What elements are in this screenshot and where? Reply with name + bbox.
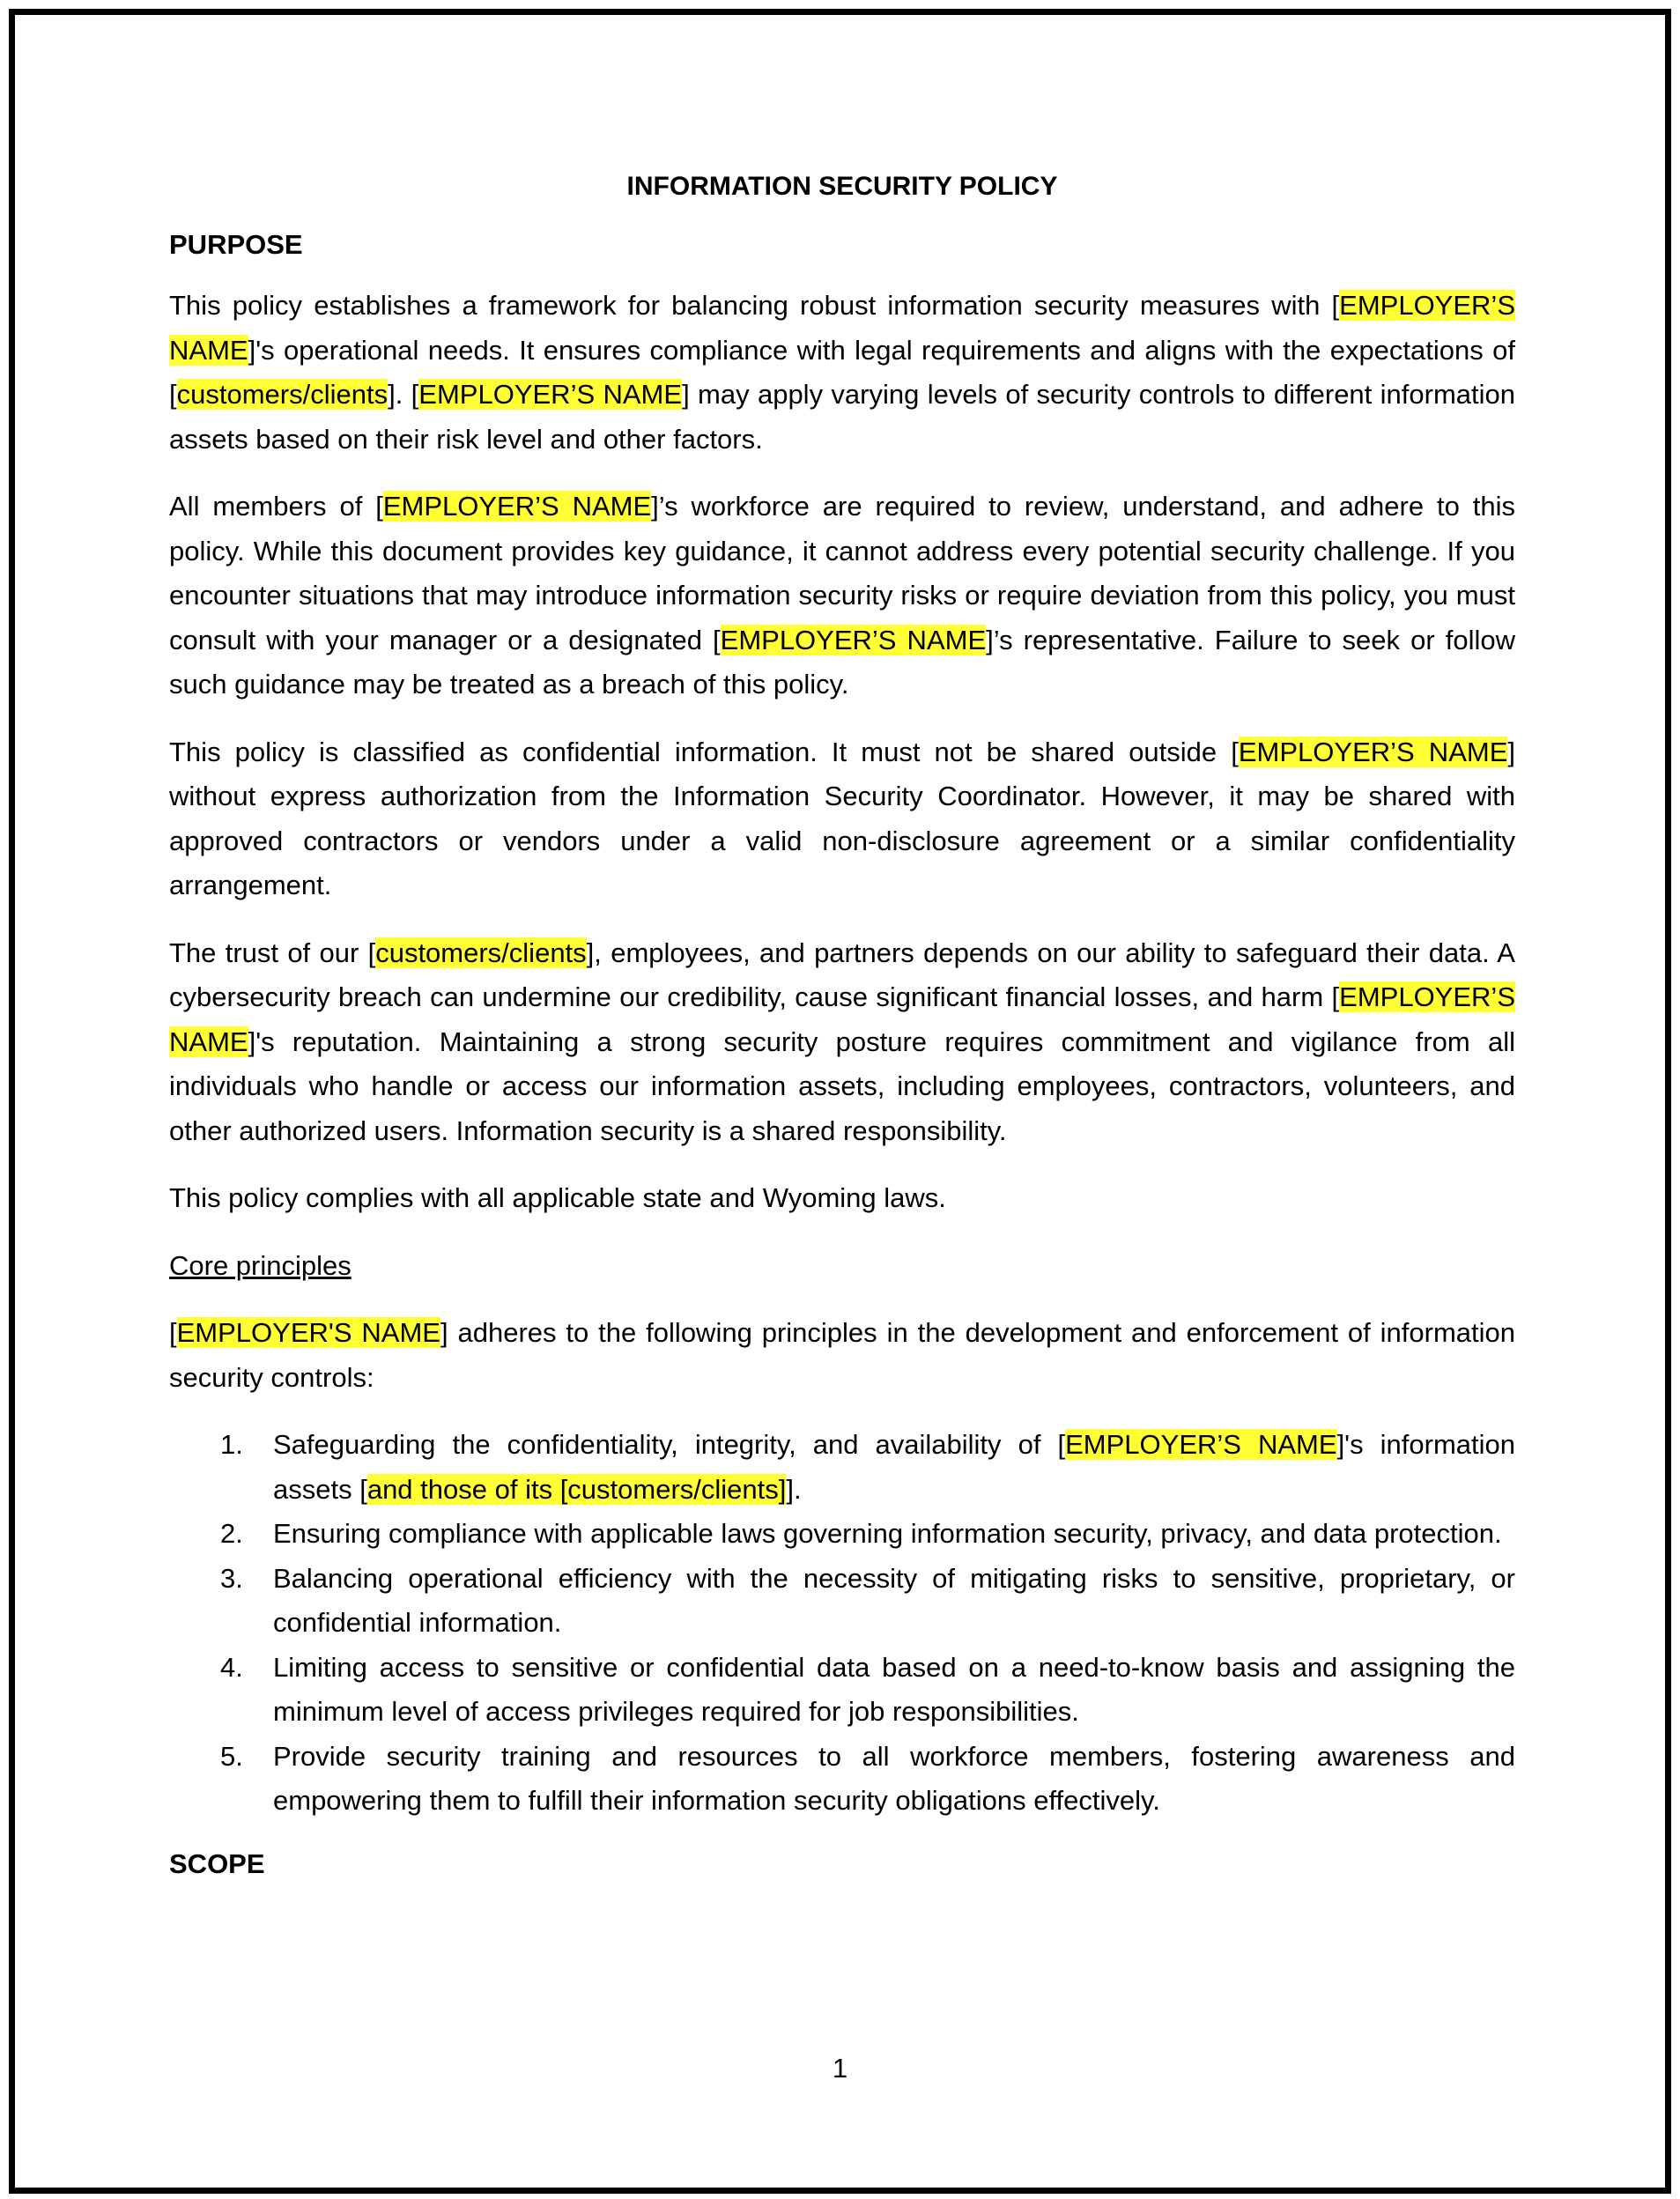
text-run: All members of [	[169, 491, 383, 522]
list-number: 2.	[220, 1518, 243, 1549]
text-run: The trust of our [	[169, 937, 376, 968]
principle-text: Ensuring compliance with applicable laws governing information security, privacy, and data protection.	[273, 1518, 1502, 1549]
placeholder-highlight: customers/clients	[375, 937, 587, 968]
text-run: [	[169, 1317, 177, 1348]
principles-list	[169, 1423, 1515, 1824]
text-run: ] adheres to the following principles in the development and enforcement of information security controls:	[169, 1317, 1515, 1393]
placeholder-highlight: EMPLOYER’S NAME	[382, 491, 652, 522]
text-run: This policy is classified as confidential information. It must not be shared outside [	[169, 736, 1239, 767]
purpose-paragraph-2	[169, 485, 1515, 707]
list-number: 3.	[220, 1562, 243, 1594]
purpose-paragraph-3	[169, 730, 1515, 908]
document-body	[169, 169, 1515, 1903]
purpose-paragraph-1	[169, 284, 1515, 462]
placeholder-highlight: customers/clients	[176, 379, 389, 410]
core-principles-heading: Core principles	[169, 1249, 352, 1281]
list-number: 4.	[220, 1651, 243, 1683]
page-number: 1	[832, 2053, 848, 2084]
list-number: 1.	[220, 1429, 243, 1460]
placeholder-highlight: EMPLOYER'S NAME	[176, 1317, 440, 1348]
list-number: 5.	[220, 1740, 243, 1772]
core-principles-intro	[169, 1311, 1515, 1400]
placeholder-highlight: EMPLOYER’S NAME	[1238, 736, 1508, 767]
principle-text: Balancing operational efficiency with the necessity of mitigating risks to sensitive, proprietary, or confidential information.	[273, 1562, 1515, 1638]
placeholder-highlight: and those of its [customers/clients]	[366, 1473, 787, 1505]
principle-item	[169, 1646, 1515, 1735]
principle-item	[169, 1512, 1515, 1557]
purpose-heading: PURPOSE	[169, 229, 303, 260]
scope-heading: SCOPE	[169, 1847, 265, 1879]
text-run: This policy establishes a framework for balancing robust information security measures with [	[169, 290, 1340, 321]
placeholder-highlight: EMPLOYER’S NAME	[169, 981, 1515, 1057]
principle-item	[169, 1557, 1515, 1646]
text-run: ]'s operational needs. It ensures compliance with legal requirements and aligns with the expectations of [	[169, 334, 1515, 410]
purpose-paragraph-5: This policy complies with all applicable state and Wyoming laws.	[169, 1182, 946, 1213]
text-run: ]'s information assets [	[273, 1429, 1515, 1505]
text-run: ]'s reputation. Maintaining a strong security posture requires commitment and vigilance from all individuals who handle or access our information assets, including employees, contractors, volunteers, and other authorized users. Information security is a shared responsibility.	[169, 1025, 1515, 1146]
document-title: INFORMATION SECURITY POLICY	[626, 172, 1058, 201]
principle-text: Provide security training and resources to all workforce members, fostering awareness and empowering them to fulfill their information security obligations effectively.	[273, 1740, 1515, 1816]
principle-item	[169, 1735, 1515, 1824]
principle-item	[169, 1423, 1515, 1512]
text-run: ], employees, and partners depends on our ability to safeguard their data. A cybersecurity breach can undermine our credibility, cause significant financial losses, and harm [	[169, 937, 1515, 1012]
placeholder-highlight: EMPLOYER’S NAME	[418, 379, 683, 410]
placeholder-highlight: EMPLOYER’S NAME	[720, 624, 987, 655]
text-run: ] without express authorization from the Information Security Coordinator. However, it may be shared with approved contractors or vendors under a valid non-disclosure agreement or a similar confidentiality arrangement.	[169, 736, 1515, 900]
text-run: ].	[786, 1473, 802, 1505]
text-run: Safeguarding the confidentiality, integrity, and availability of [	[273, 1429, 1066, 1460]
placeholder-highlight: EMPLOYER’S NAME	[169, 290, 1515, 366]
purpose-paragraph-4	[169, 931, 1515, 1154]
text-run: ]’s representative. Failure to seek or follow such guidance may be treated as a breach of this policy.	[169, 624, 1515, 700]
text-run: ] may apply varying levels of security controls to different information assets based on their risk level and other factors.	[169, 379, 1515, 455]
placeholder-highlight: EMPLOYER’S NAME	[1065, 1429, 1337, 1460]
text-run: ]’s workforce are required to review, understand, and adhere to this policy. While this document provides key guidance, it cannot address every potential security challenge. If you encounter situations that may introduce information security risks or require deviation from this policy, you must consult with your manager or a designated [	[169, 491, 1516, 655]
principle-text: Limiting access to sensitive or confidential data based on a need-to-know basis and assigning the minimum level of access privileges required for job responsibilities.	[273, 1651, 1515, 1727]
text-run: ]. [	[388, 379, 419, 410]
